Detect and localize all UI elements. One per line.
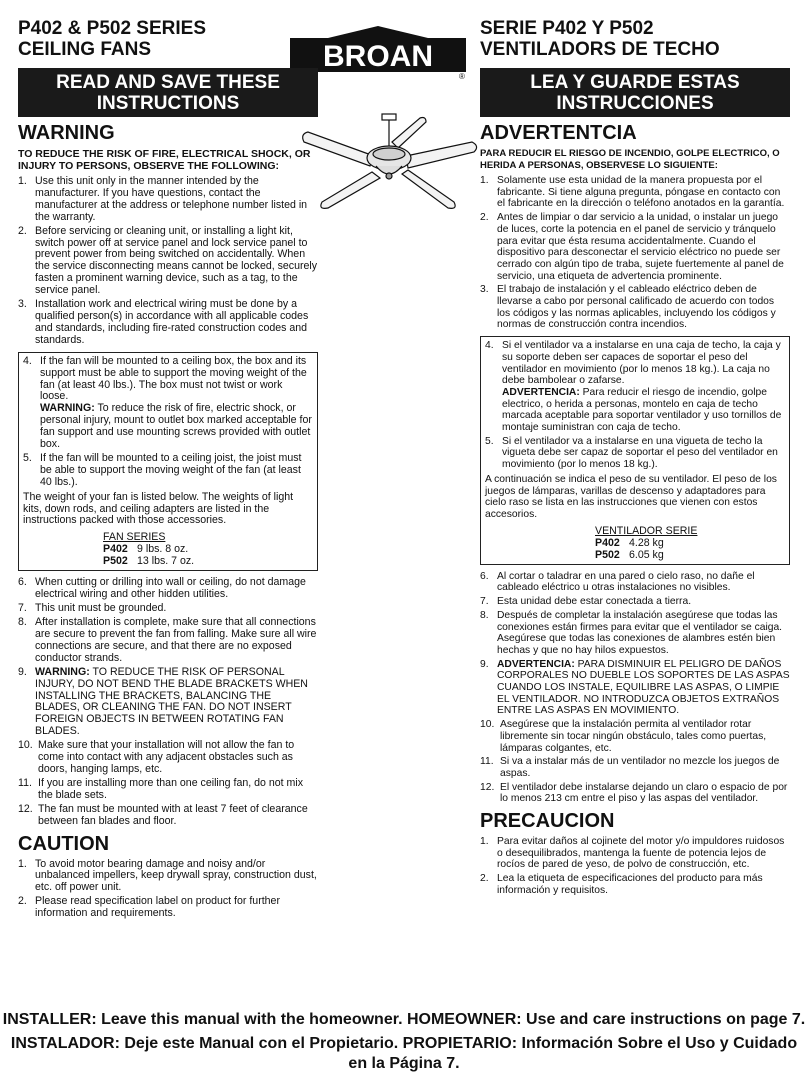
registered-mark: ® <box>459 72 465 80</box>
list-item: 2. Please read specification label on product for further information and requirements. <box>18 895 280 920</box>
weight-table <box>595 525 785 561</box>
spanish-column <box>480 18 790 899</box>
warning-intro: TO REDUCE THE RISK OF FIRE, ELECTRICAL SHOCK, OR INJURY TO PERSONS, OBSERVE THE FOLLOWING: <box>18 148 311 172</box>
list-item: 1. Solamente use esta unidad de la manera propuesta por el fabricante. Si tiene alguna pregunta, póngase en contacto con el fabricante en la dirección o teléfono anotados en la garantía. <box>480 175 785 210</box>
list-item: 11. If you are installing more than one ceiling fan, do not mix the blade sets. <box>18 776 303 801</box>
ceiling-fan-illustration <box>298 112 480 214</box>
caution-heading: PRECAUCION <box>480 810 615 833</box>
list-item: 9. ADVERTENCIA: PARA DISMINUIR EL PELIGRO DE DAÑOS CORPORALES NO DUEBLE LOS SOPORTES DE LAS ASPAS CUANDO LOS INSTALE, EQUILIBRE LAS ASPAS, O LIMPIE EL VENTILADOR. NO INTRODUZCA OBJETOS EXTRAÑOS ENTRE LAS ASPAS EN MOVIMIENTO. <box>480 658 790 717</box>
read-save-banner: LEA Y GUARDE ESTAS INSTRUCCIONES <box>480 68 790 117</box>
warning-list <box>18 176 318 347</box>
list-item: 4. Si el ventilador va a instalarse en una caja de techo, la caja y su soporte deben ser capaces de soportar el peso del ventilador en movimiento (por lo menos 18 kg.). La caja no debe bambolear o zafarse. ADVERTENCIA: Para reducir el riesgo de incendio, golpe electrico, o herida a personas, montelo en caja de techo marcada aceptable para soportar ventilador y uso tornillos de montaje suministran con caja de techo. <box>485 340 782 434</box>
list-item: 7. Esta unidad debe estar conectada a tierra. <box>480 596 692 608</box>
list-item: 10. Make sure that your installation will not allow the fan to come into contact with any adjacent obstacles such as doors, hanging lamps, etc. <box>18 739 295 775</box>
list-item: 4. If the fan will be mounted to a ceiling box, the box and its support must be able to support the moving weight of the fan (at least 40 lbs.). The box must not twist or work loose. WARNING: To reduce the risk of fire, electric shock, or personal injury, mount to outlet box marked acceptable for fan support and use mounting screws provided with outlet box. <box>23 354 312 451</box>
weight-note: The weight of your fan is listed below. The weights of light kits, down rods, and ceiling adapters are listed in the instructions packed with those accessories. <box>23 490 294 527</box>
warning-list-continued <box>480 571 790 805</box>
caution-list <box>480 836 790 897</box>
footer-english: INSTALLER: Leave this manual with the homeowner. HOMEOWNER: Use and care instructions on page 7. <box>2 1011 806 1028</box>
list-item: 6. When cutting or drilling into wall or ceiling, do not damage electrical wiring and other hidden utilities. <box>18 576 306 601</box>
warning-intro: PARA REDUCIR EL RIESGO DE INCENDIO, GOLPE ELECTRICO, O HERIDA A PERSONAS, OBSERVESE LO SIGUIENTE: <box>480 148 780 171</box>
read-save-banner: READ AND SAVE THESE INSTRUCTIONS <box>18 68 318 117</box>
weight-table-header: VENTILADOR SERIE <box>595 524 698 537</box>
list-item: 1. Use this unit only in the manner intended by the manufacturer. If you have questions, contact the manufacturer at the address or telephone number listed in the warranty. <box>18 175 308 223</box>
series-title: SERIE P402 Y P502 VENTILADORS DE TECHO <box>480 18 720 60</box>
list-item: 12. El ventilador debe instalarse dejando un claro o espacio de por lo menos 213 cm entre el piso y las aspas del ventilador. <box>480 781 788 805</box>
english-column <box>18 18 318 922</box>
footer-spanish: INSTALADOR: Deje este Manual con el Propietario. PROPIETARIO: Información Sobre el Uso y Cuidado en la Página 7. <box>10 1035 798 1072</box>
warning-list-continued <box>18 577 318 827</box>
list-item: 3. El trabajo de instalación y el cableado eléctrico deben de llevarse a cabo por personal calificado de acuerdo con todos los códigos y las normas aplicables, incluyendo los códigos y normas de construcción contra incendios. <box>480 284 776 331</box>
logo-text: BROAN <box>323 40 433 73</box>
list-item: 10. Asegúrese que la instalación permita al ventilador rotar libremente sin tocar ningún obstáculo, tales como puertas, lámparas colgantes, etc. <box>480 719 767 754</box>
warning-heading: ADVERTENTCIA <box>480 122 637 144</box>
weight-table-header: FAN SERIES <box>103 531 166 544</box>
table-row: P402 9 lbs. 8 oz. <box>103 543 189 556</box>
mounting-box <box>480 336 790 565</box>
weight-table <box>103 531 313 567</box>
mounting-box <box>18 352 318 572</box>
warning-heading: WARNING <box>18 122 115 144</box>
list-item: 9. WARNING: TO REDUCE THE RISK OF PERSONAL INJURY, DO NOT BEND THE BLADE BRACKETS WHEN INSTALLING THE BRACKETS, BALANCING THE BLADES, OR CLEANING THE FAN. DO NOT INSERT FOREIGN OBJECTS IN BETWEEN ROTATING FAN BLADES. <box>18 665 308 738</box>
list-item: 3. Installation work and electrical wiring must be done by a qualified person(s) in accordance with all applicable codes and standards, including fire-rated construction codes and standards. <box>18 298 309 346</box>
list-item: 2. Lea la etiqueta de especificaciones del producto para más información y requisitos. <box>480 873 763 896</box>
table-row: P502 13 lbs. 7 oz. <box>103 555 195 568</box>
list-item: 1. To avoid motor bearing damage and noisy and/or unbalanced impellers, keep drywall spray, construction dust, etc. off power unit. <box>18 857 317 894</box>
series-title: P402 & P502 SERIES CEILING FANS <box>18 18 206 60</box>
table-row: P402 4.28 kg <box>595 536 664 549</box>
list-item: 11. Si va a instalar más de un ventilador no mezcle los juegos de aspas. <box>480 756 780 779</box>
list-item: 5. Si el ventilador va a instalarse en una vigueta de techo la vigueta debe ser capaz de soportar el peso del ventilador en movimiento (por lo menos 18 kg.). <box>485 435 778 471</box>
list-item: 5. If the fan will be mounted to a ceiling joist, the joist must be able to support the moving weight of the fan (at least 40 lbs.). <box>23 451 302 488</box>
list-item: 12. The fan must be mounted with at least 7 feet of clearance between fan blades and floor. <box>18 802 308 827</box>
weight-note: A continuación se indica el peso de su ventilador. El peso de los juegos de lámparas, varillas de descenso y adaptadores para cielo raso se lista en las instrucciones que vienen con estos accesorios. <box>485 473 777 520</box>
list-item: 7. This unit must be grounded. <box>18 602 167 615</box>
list-item: 6. Al cortar o taladrar en una pared o cielo raso, no dañe el cableado eléctrico u otras instalaciones no visibles. <box>480 570 755 594</box>
list-item: 1. Para evitar daños al cojinete del motor y/o impuldores ruidosos o desequilibrados, mantenga la fuente de potencia lejos de rocíos de pared de yeso, de polvo de construcción, etc. <box>480 836 785 871</box>
list-item: 2. Antes de limpiar o dar servicio a la unidad, o instalar un juego de luces, corte la potencia en el panel de servicio y tránquelo para evitar que ésta resuma accidentalmente. Cuando el dispositivo para desconectar el servicio eléctrico no puede ser cerrado con algún tipo de traba, sujete fuertemente al panel de servicio, una etiqueta de advertencia prominente. <box>480 212 784 282</box>
table-row: P502 6.05 kg <box>595 548 664 561</box>
list-item: 2. Before servicing or cleaning unit, or installing a light kit, switch power off at service panel and lock service panel to prevent power from being switched on accidentally. When the service disconnecting means cannot be locked, securely fasten a prominent warning device, such as a tag, to the service panel. <box>18 224 318 297</box>
caution-list <box>18 859 318 921</box>
warning-list <box>480 175 790 331</box>
list-item: 8. Después de completar la instalación asegúrese que todas las conexiones están firmes para evitar que el ventilador se caiga. Asegúrese que todas las conexiones de alambres estén bien hechas y que no hay hilos expuestos. <box>480 609 783 656</box>
caution-heading: CAUTION <box>18 832 110 855</box>
list-item: 8. After installation is complete, make sure that all connections are secure to prevent the fan from falling. Make sure all wire connections are secure, and that there are no exposed conductor strands. <box>18 616 317 664</box>
